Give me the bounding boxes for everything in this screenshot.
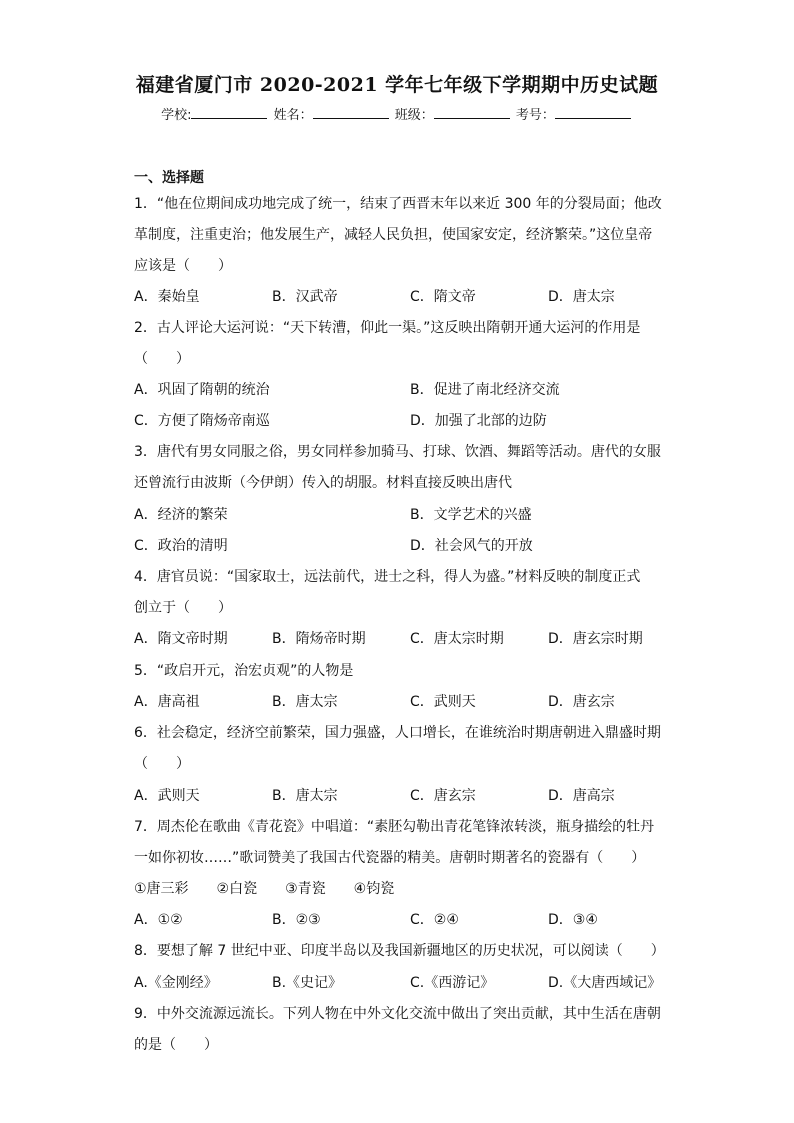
section-heading: 一、选择题 [134,170,204,186]
question-1-option-b[interactable]: B．汉武帝 [272,289,338,305]
question-1-option-d[interactable]: D．唐太宗 [548,289,615,305]
exam-number-label: 考号： [515,108,555,123]
class-blank[interactable] [434,106,510,119]
question-6-option-c[interactable]: C．唐玄宗 [410,788,476,804]
question-4-option-c[interactable]: C．唐太宗时期 [410,631,504,647]
question-4-line-1: 4．唐官员说：“国家取士，远法前代，进士之科，得人为盛。”材料反映的制度正式 [134,569,641,585]
question-3-option-a[interactable]: A．经济的繁荣 [134,507,228,523]
question-7-items: ①唐三彩 ②白瓷 ③青瓷 ④钧瓷 [134,881,395,897]
question-5-option-c[interactable]: C．武则天 [410,694,476,710]
question-9-line-2: 的是（ ） [134,1037,218,1053]
question-4-option-a[interactable]: A．隋文帝时期 [134,631,228,647]
question-1-option-a[interactable]: A．秦始皇 [134,289,200,305]
name-label: 姓名： [273,108,313,123]
class-label: 班级： [394,108,434,123]
question-5-option-a[interactable]: A．唐高祖 [134,694,200,710]
school-label: 学校: [161,108,192,123]
question-6-option-b[interactable]: B．唐太宗 [272,788,338,804]
exam-number-blank[interactable] [555,106,631,119]
question-6-line-1: 6．社会稳定，经济空前繁荣，国力强盛，人口增长，在谁统治时期唐朝进入鼎盛时期 [134,725,661,741]
question-4-option-d[interactable]: D．唐玄宗时期 [548,631,643,647]
question-3-option-c[interactable]: C．政治的清明 [134,538,228,554]
question-4-option-b[interactable]: B．隋炀帝时期 [272,631,366,647]
question-3-line-1: 3．唐代有男女同服之俗，男女同样参加骑马、打球、饮酒、舞蹈等活动。唐代的女服 [134,444,661,460]
page-title: 福建省厦门市 2020-2021 学年七年级下学期期中历史试题 [135,74,659,96]
question-1-line-1: 1．“他在位期间成功地完成了统一，结束了西晋末年以来近 300 年的分裂局面；他改 [134,196,662,212]
question-8-option-b[interactable]: B.《史记》 [272,975,343,991]
question-1-line-2: 革制度，注重吏治；他发展生产，减轻人民负担，使国家安定，经济繁荣。”这位皇帝 [134,227,653,243]
question-9-line-1: 9．中外交流源远流长。下列人物在中外文化交流中做出了突出贡献，其中生活在唐朝 [134,1006,661,1022]
question-8-line-1: 8．要想了解 7 世纪中亚、印度半岛以及我国新疆地区的历史状况，可以阅读（ ） [134,943,665,959]
question-6-line-2: （ ） [134,756,190,772]
question-7-line-2: 一如你初妆……”歌词赞美了我国古代瓷器的精美。唐朝时期著名的瓷器有（ ） [134,850,646,866]
question-3-line-2: 还曾流行由波斯（今伊朗）传入的胡服。材料直接反映出唐代 [134,475,512,491]
question-1-line-3: 应该是（ ） [134,258,232,274]
question-3-option-b[interactable]: B．文学艺术的兴盛 [410,507,532,523]
question-2-line-1: 2．古人评论大运河说：“天下转漕，仰此一渠。”这反映出隋朝开通大运河的作用是 [134,320,641,336]
question-1-option-c[interactable]: C．隋文帝 [410,289,476,305]
question-7-option-c[interactable]: C．②④ [410,912,459,928]
school-blank[interactable] [191,106,267,119]
student-info-row [0,104,794,123]
question-2-option-c[interactable]: C．方便了隋炀帝南巡 [134,413,270,429]
question-5-line-1: 5．“政启开元，治宏贞观”的人物是 [134,663,354,679]
question-7-option-d[interactable]: D．③④ [548,912,598,928]
question-7-option-a[interactable]: A．①② [134,912,183,928]
question-7-line-1: 7．周杰伦在歌曲《青花瓷》中唱道：“素胚勾勒出青花笔锋浓转淡，瓶身描绘的牡丹 [134,819,655,835]
question-3-option-d[interactable]: D．社会风气的开放 [410,538,533,554]
question-8-option-c[interactable]: C.《西游记》 [410,975,495,991]
question-8-option-d[interactable]: D.《大唐西域记》 [548,975,662,991]
question-8-option-a[interactable]: A.《金刚经》 [134,975,218,991]
name-blank[interactable] [313,106,389,119]
question-6-option-a[interactable]: A．武则天 [134,788,200,804]
question-6-option-d[interactable]: D．唐高宗 [548,788,615,804]
question-7-option-b[interactable]: B．②③ [272,912,321,928]
question-2-line-2: （ ） [134,351,190,367]
question-2-option-a[interactable]: A．巩固了隋朝的统治 [134,382,270,398]
question-2-option-b[interactable]: B．促进了南北经济交流 [410,382,560,398]
question-4-line-2: 创立于（ ） [134,600,232,616]
question-2-option-d[interactable]: D．加强了北部的边防 [410,413,547,429]
question-5-option-d[interactable]: D．唐玄宗 [548,694,615,710]
question-5-option-b[interactable]: B．唐太宗 [272,694,338,710]
